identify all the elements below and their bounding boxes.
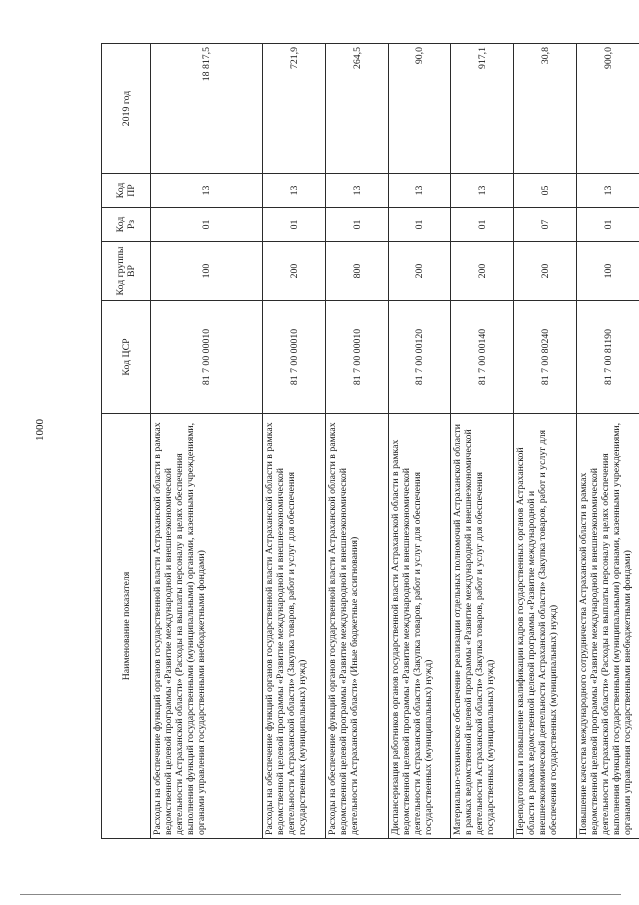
budget-table-wrapper (101, 44, 637, 839)
row-name: Переподготовка и повышение квалификации кадров государственных органов Астраханской области в рамках ведомственной целевой программы «Развитие международной и внешнеэкономической деятельности Астраханской области» (Закупка товаров, работ и услуг для обеспечения государственных (муниципальных) нужд) (514, 414, 577, 839)
row-name: Материально-техническое обеспечение реализации отдельных полномочий Астраханской области в рамках ведомственной целевой программы «Развитие международной и внешнеэкономической деятельности Астраханской области» (Закупка товаров, работ и услуг для обеспечения государственных (муниципальных) нужд) (451, 414, 514, 839)
row-name: Расходы на обеспечение функций органов государственной власти Астраханской области в рамках ведомственной целевой программы «Развитие международной и внешнеэкономической деятельности Астраханской области» (Иные бюджетные ассигнования) (326, 414, 389, 839)
row-pr: 13 (326, 174, 389, 208)
row-rz: 01 (263, 208, 326, 242)
row-csr: 81 7 00 00010 (151, 301, 263, 414)
header-vr: Код группы ВР (102, 242, 151, 301)
row-rz: 01 (451, 208, 514, 242)
row-vr: 200 (514, 242, 577, 301)
table-row (389, 44, 451, 839)
page-number: 1000 (34, 419, 46, 441)
row-amount: 30,8 (514, 44, 577, 174)
row-amount: 18 817,5 (151, 44, 263, 174)
row-vr: 800 (326, 242, 389, 301)
row-rz: 01 (577, 208, 639, 242)
row-vr: 200 (389, 242, 451, 301)
row-csr: 81 7 00 00010 (326, 301, 389, 414)
row-pr: 13 (451, 174, 514, 208)
table-row (326, 44, 389, 839)
row-pr: 13 (389, 174, 451, 208)
header-pr: Код ПР (102, 174, 151, 208)
row-pr: 13 (151, 174, 263, 208)
table-row (514, 44, 577, 839)
table-header-row (102, 44, 151, 839)
row-vr: 200 (263, 242, 326, 301)
row-amount: 917,1 (451, 44, 514, 174)
row-amount: 264,5 (326, 44, 389, 174)
header-rz: Код Рз (102, 208, 151, 242)
row-amount: 900,0 (577, 44, 639, 174)
table-row (577, 44, 639, 839)
row-name: Расходы на обеспечение функций органов государственной власти Астраханской области в рамках ведомственной целевой программы «Развитие международной и внешнеэкономической деятельности Астраханской области» (Расходы на выплаты персоналу в целях обеспечения выполнения функций государственными (муниципальными) органами, казенными учреждениями, органами управления государственными внебюджетными фондами) (151, 414, 263, 839)
row-pr: 05 (514, 174, 577, 208)
row-csr: 81 7 00 00140 (451, 301, 514, 414)
row-rz: 01 (326, 208, 389, 242)
row-rz: 01 (389, 208, 451, 242)
page-bottom-rule (20, 894, 621, 895)
table-row (451, 44, 514, 839)
row-rz: 07 (514, 208, 577, 242)
row-vr: 100 (151, 242, 263, 301)
row-amount: 90,0 (389, 44, 451, 174)
row-csr: 81 7 00 81190 (577, 301, 639, 414)
row-pr: 13 (263, 174, 326, 208)
row-name: Расходы на обеспечение функций органов государственной власти Астраханской области в рамках ведомственной целевой программы «Развитие международной и внешнеэкономической деятельности Астраханской области» (Закупка товаров, работ и услуг для обеспечения государственных (муниципальных) нужд) (263, 414, 326, 839)
table-row (151, 44, 263, 839)
header-csr: Код ЦСР (102, 301, 151, 414)
row-pr: 13 (577, 174, 639, 208)
row-vr: 200 (451, 242, 514, 301)
row-name: Диспансеризация работников органов государственной власти Астраханской области в рамках ведомственной целевой программы «Развитие международной и внешнеэкономической деятельности Астраханской области» (Закупка товаров, работ и услуг для обеспечения государственных (муниципальных) нужд) (389, 414, 451, 839)
row-csr: 81 7 00 80240 (514, 301, 577, 414)
header-year: 2019 год (102, 44, 151, 174)
row-csr: 81 7 00 00010 (263, 301, 326, 414)
row-amount: 721,9 (263, 44, 326, 174)
header-name: Наименование показателя (102, 414, 151, 839)
row-vr: 100 (577, 242, 639, 301)
row-csr: 81 7 00 00120 (389, 301, 451, 414)
budget-table (101, 43, 639, 839)
row-rz: 01 (151, 208, 263, 242)
table-row (263, 44, 326, 839)
row-name: Повышение качества международного сотрудничества Астраханской области в рамках ведомственной целевой программы «Развитие международной и внешнеэкономической деятельности Астраханской области» (Расходы на выплаты персоналу в целях обеспечения выполнения функций государственными (муниципальными) органами, казенными учреждениями, органами управления государственными внебюджетными фондами) (577, 414, 639, 839)
